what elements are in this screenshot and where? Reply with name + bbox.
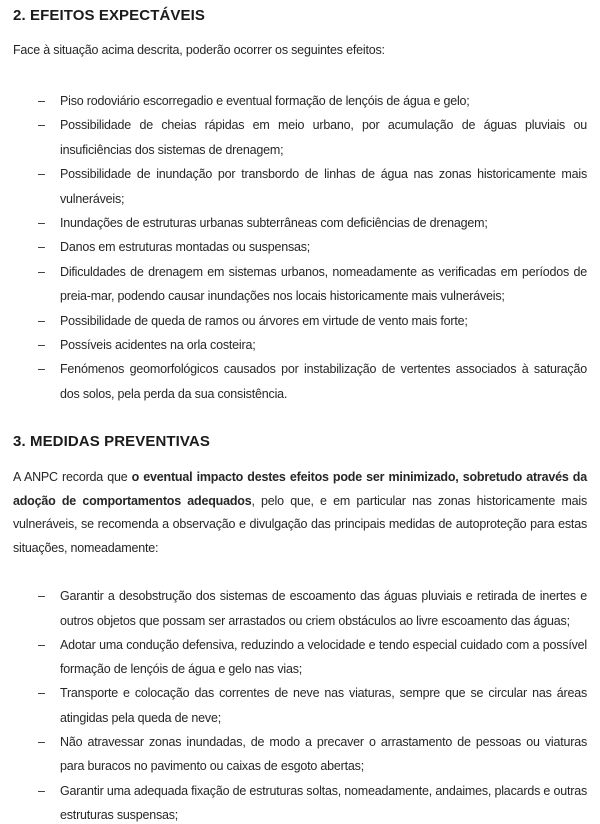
list-item (13, 162, 587, 211)
list-item-text: Possibilidade de queda de ramos ou árvores em virtude de vento mais forte; (60, 313, 468, 328)
list-item-text: Inundações de estruturas urbanas subterrâneas com deficiências de drenagem; (60, 216, 488, 231)
measures-intro-end: , pelo que, e em particular nas zonas historicamente mais vulneráveis, se recomenda a observação e divulgação das principais medidas de autoproteção para estas situações, nomeadamente: (13, 493, 587, 555)
list-item-text: Dificuldades de drenagem em sistemas urbanos, nomeadamente as verificadas em períodos de preia-mar, podendo causar inundações nos locais historicamente mais vulneráveis; (60, 264, 587, 304)
list-item-text: Possibilidade de inundação por transbordo de linhas de água nas zonas historicamente mais vulneráveis; (60, 167, 587, 206)
list-item (13, 235, 587, 259)
measures-list (13, 584, 587, 824)
dash-bullet: – (38, 783, 45, 798)
list-item-text: Possíveis acidentes na orla costeira; (60, 338, 256, 353)
list-item (13, 211, 587, 235)
list-item (13, 89, 587, 113)
list-item-text: Transporte e colocação das correntes de neve nas viaturas, sempre que se circular nas áreas atingidas pela queda de neve; (60, 686, 587, 725)
list-item-text: Garantir uma adequada fixação de estruturas soltas, nomeadamente, andaimes, placards e outras estruturas suspensas; (60, 783, 587, 822)
list-item (13, 309, 587, 333)
list-item (13, 357, 587, 406)
dash-bullet: – (38, 118, 45, 133)
dash-bullet: – (38, 686, 45, 701)
measures-intro-paragraph (13, 466, 587, 560)
dash-bullet: – (38, 735, 45, 750)
list-item (13, 333, 587, 357)
dash-bullet: – (38, 338, 45, 353)
effects-list (13, 89, 587, 406)
list-item-text: Danos em estruturas montadas ou suspensas; (60, 240, 311, 255)
dash-bullet: – (38, 94, 45, 108)
list-item-text: Não atravessar zonas inundadas, de modo a precaver o arrastamento de pessoas ou viaturas para buracos no pavimento ou caixas de esgoto abertas; (60, 735, 587, 774)
dash-bullet: – (38, 167, 45, 182)
list-item-text: Garantir a desobstrução dos sistemas de escoamento das águas pluviais e retirada de inertes e outros objetos que possam ser arrastados ou criem obstáculos ao livre escoamento das águas; (60, 589, 587, 628)
measures-intro-start: A ANPC recorda que (13, 470, 132, 485)
dash-bullet: – (38, 637, 45, 652)
list-item (13, 113, 587, 162)
dash-bullet: – (38, 589, 45, 604)
list-item-text: Adotar uma condução defensiva, reduzindo a velocidade e tendo especial cuidado com a possível formação de lençóis de água e gelo nas vias; (60, 637, 587, 677)
list-item (13, 681, 587, 730)
dash-bullet: – (38, 216, 45, 231)
list-item (13, 584, 587, 633)
list-item-text: Piso rodoviário escorregadio e eventual formação de lençóis de água e gelo; (60, 94, 470, 108)
dash-bullet: – (38, 362, 45, 377)
list-item (13, 633, 587, 682)
list-item-text: Fenómenos geomorfológicos causados por instabilização de vertentes associados à saturação dos solos, pela perda da sua consistência. (60, 362, 587, 401)
list-item (13, 260, 587, 309)
effects-intro-paragraph: Face à situação acima descrita, poderão ocorrer os seguintes efeitos: (13, 43, 385, 57)
dash-bullet: – (38, 240, 45, 255)
list-item-text: Possibilidade de cheias rápidas em meio urbano, por acumulação de águas pluviais ou insuficiências dos sistemas de drenagem; (60, 118, 587, 157)
section-heading-measures: 3. MEDIDAS PREVENTIVAS (13, 433, 210, 451)
measures-intro-bold: o eventual impacto destes efeitos pode ser minimizado, sobretudo através da adoção de comportamentos adequados (13, 470, 587, 508)
list-item (13, 730, 587, 779)
list-item (13, 779, 587, 824)
section-heading-effects: 2. EFEITOS EXPECTÁVEIS (13, 7, 205, 24)
dash-bullet: – (38, 313, 45, 328)
dash-bullet: – (38, 264, 45, 279)
